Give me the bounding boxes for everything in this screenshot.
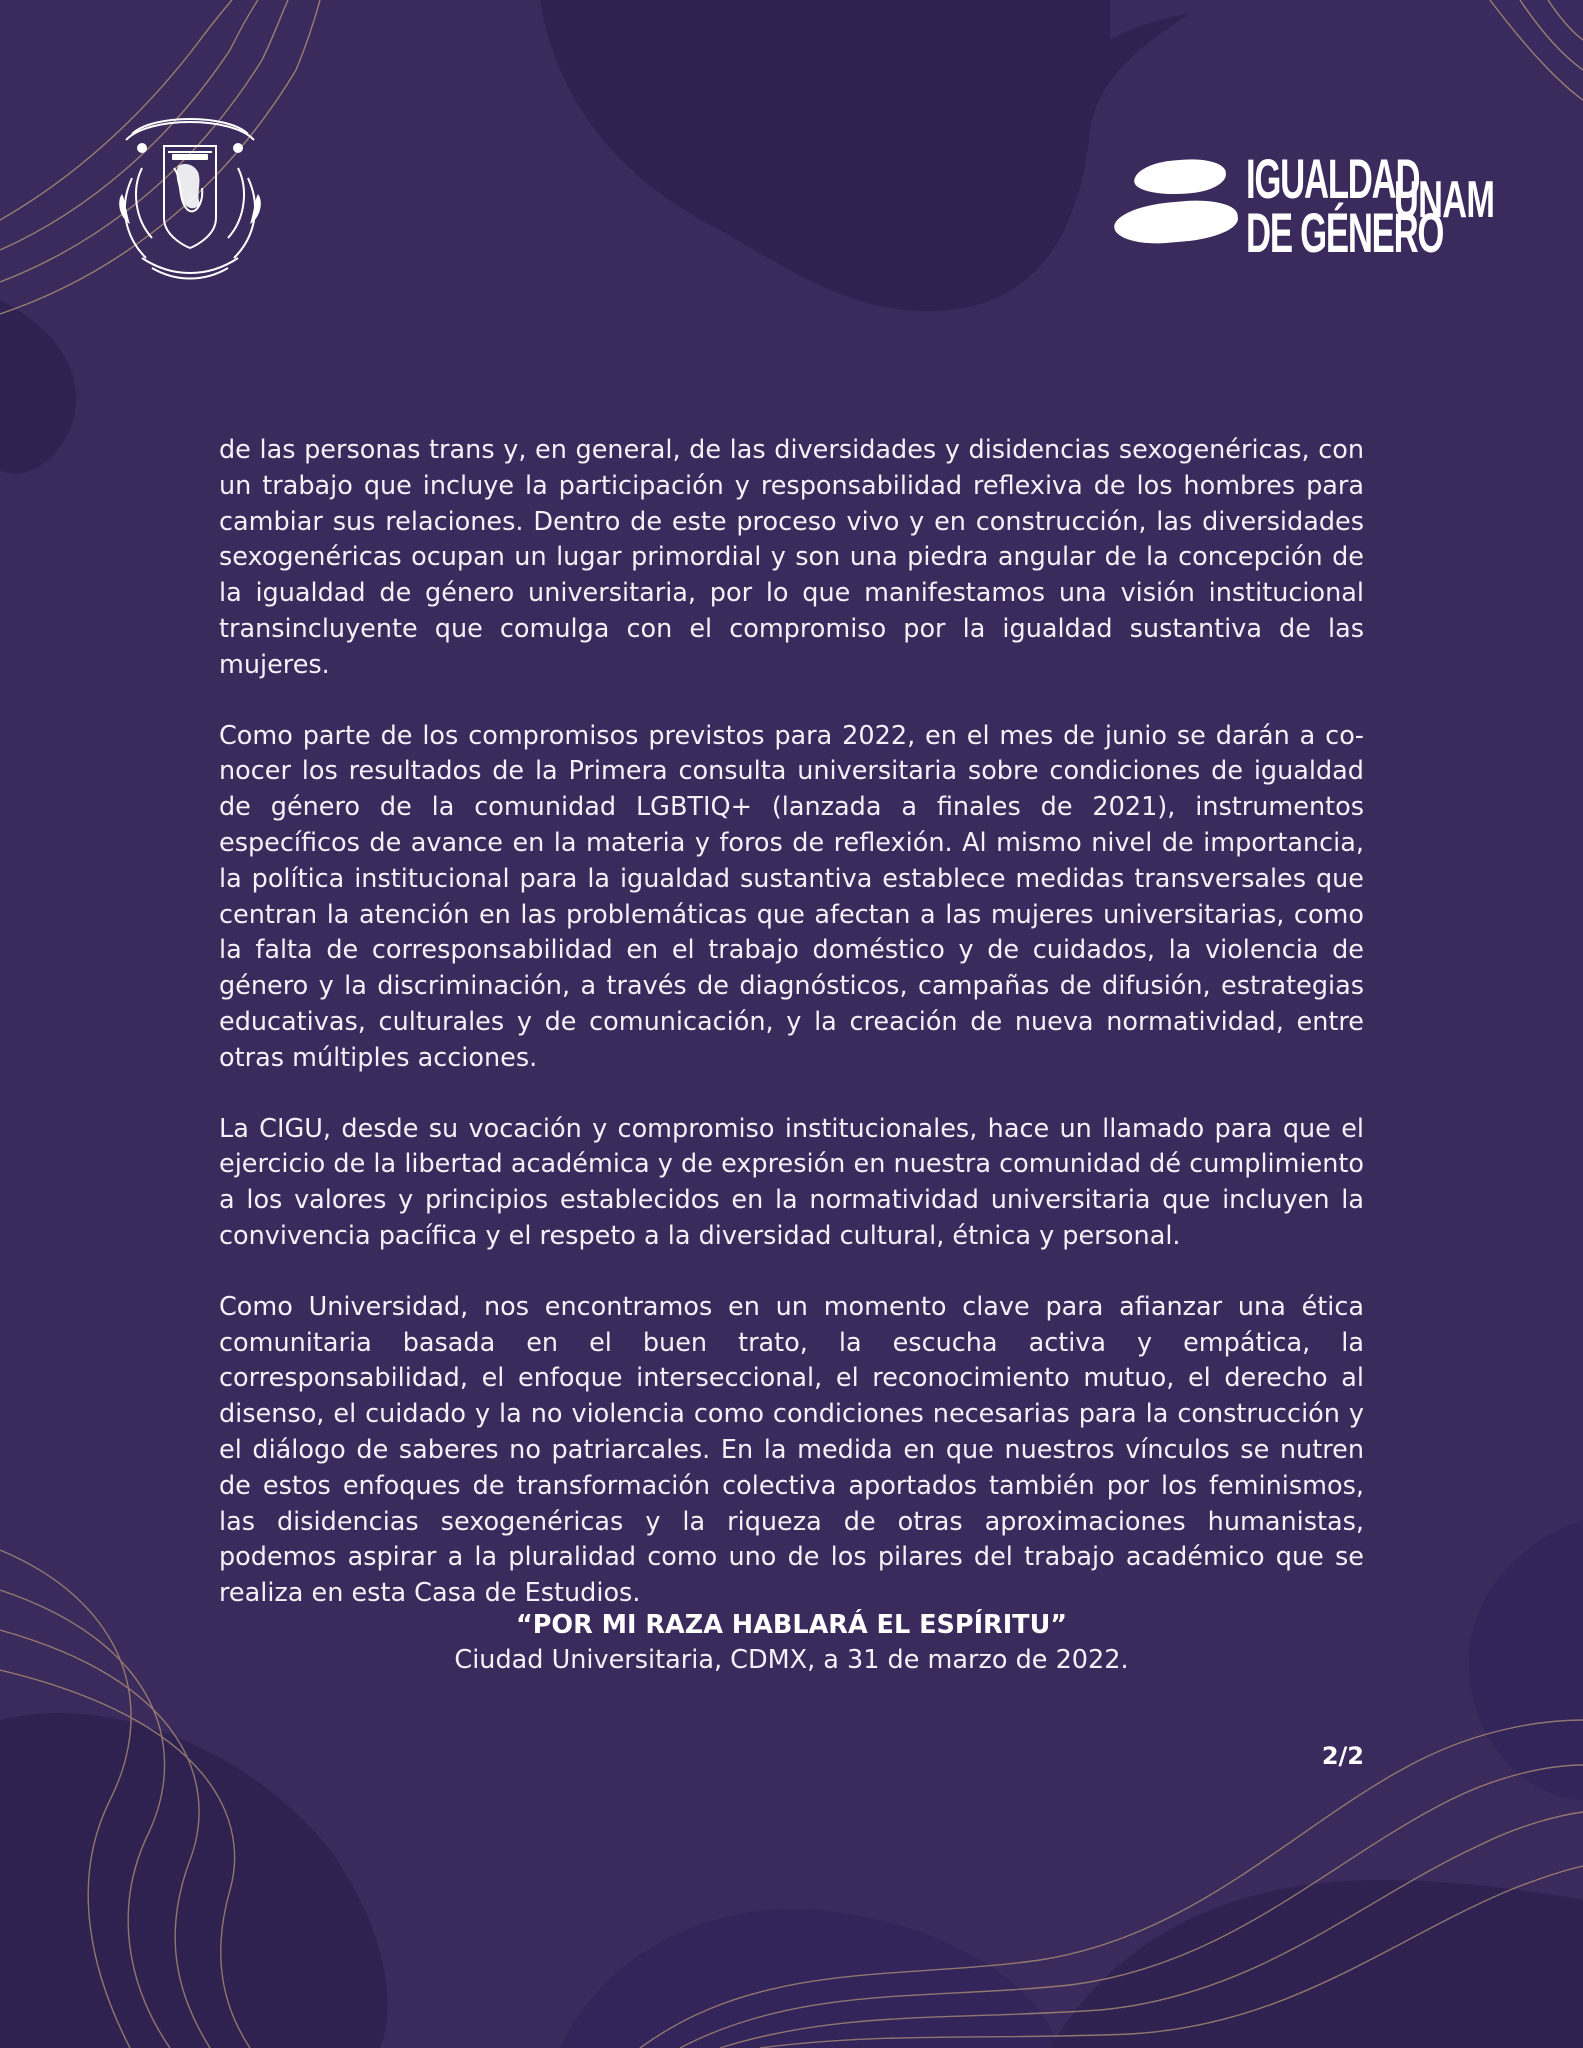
bottom-right-blob-shape — [1050, 1880, 1583, 2048]
left-blob-shape — [0, 300, 76, 474]
paragraph: de las personas trans y, en general, de las diversidades y disidencias sexogenéricas, con un trabajo que incluye la participación y responsabilidad reflexiva de los hombres para cambiar sus relaciones. Dentro de este proceso vivo y en construcción, las diversidades sexogenéricas ocupan un lugar primordial y son una piedra angular de la concepción de la igualdad de género universitaria, por lo que manifestamos una visión institucional transincluyente que comulga con el compromiso por la igualdad sustantiva de las mujeres. — [219, 435, 1364, 680]
unam-crest — [112, 108, 268, 284]
closing-block — [219, 1608, 1364, 1678]
paragraph: Como Universidad, nos encontramos en un momento clave para afianzar una ética comunitaria basada en el buen trato, la escucha activa y empática, la corresponsabilidad, el enfoque interseccional, el reconocimiento mutuo, el derecho al disenso, el cuidado y la no violencia como condiciones necesarias para la construcción y el diálogo de saberes no patriarcales. En la medida en que nuestros vínculos se nutren de estos enfoques de transformación colectiva aportados también por los feminismos, las disidencias sexogenéricas y la riqueza de otras aproximaciones humanistas, podemos aspirar a la pluralidad como uno de los pilares del trabajo académico que se realiza en esta Casa de Estudios. — [219, 1291, 1364, 1609]
top-blob-shape — [540, 0, 1210, 311]
place-date: Ciudad Universitaria, CDMX, a 31 de marzo de 2022. — [454, 1645, 1129, 1675]
igualdad-genero-logo — [1112, 140, 1495, 264]
logo-line-de-genero: DE GÉNERO — [1246, 201, 1444, 264]
body-text — [219, 433, 1364, 1647]
paragraph: Como parte de los compromisos previstos para 2022, en el mes de junio se darán a conocer los resultados de la Primera consulta universitaria sobre condiciones de igualdad de género de la comunidad LGBTIQ+ (lanzada a finales de 2021), instrumentos específicos de avance en la materia y foros de reflexión. Al mismo nivel de importancia, la política institucional para la igualdad sustantiva establece medidas transversales que centran la atención en las problemáticas que afectan a las mujeres universitarias, como la falta de corresponsabilidad en el trabajo doméstico y de cuidados, la violencia de género y la discriminación, a través de diagnósticos, campañas de difusión, estrategias educativas, culturales y de comunicación, y la creación de nueva normatividad, entre otras múltiples acciones. — [219, 720, 1364, 1073]
crest-ribbon — [112, 108, 268, 284]
logo-unam: UNAM — [1394, 171, 1495, 229]
right-blob-shape — [1469, 1520, 1583, 1800]
logo-pill-top — [1133, 157, 1227, 197]
page-number: 2/2 — [1321, 1742, 1364, 1770]
logo-pill-bottom — [1112, 197, 1239, 248]
paragraph: La CIGU, desde su vocación y compromiso institucionales, hace un llamado para que el ejercicio de la libertad académica y de expresión en nuestra comunidad dé cumplimiento a los valores y principios establecidos en la normatividad universitaria que incluyen la convivencia pacífica y el respeto a la diversidad cultural, étnica y personal. — [219, 1113, 1364, 1251]
logo-line-igualdad: IGUALDAD — [1246, 147, 1420, 210]
motto: “POR MI RAZA HABLARÁ EL ESPÍRITU” — [515, 1610, 1068, 1640]
top-right-blob-shape — [1110, 0, 1583, 80]
